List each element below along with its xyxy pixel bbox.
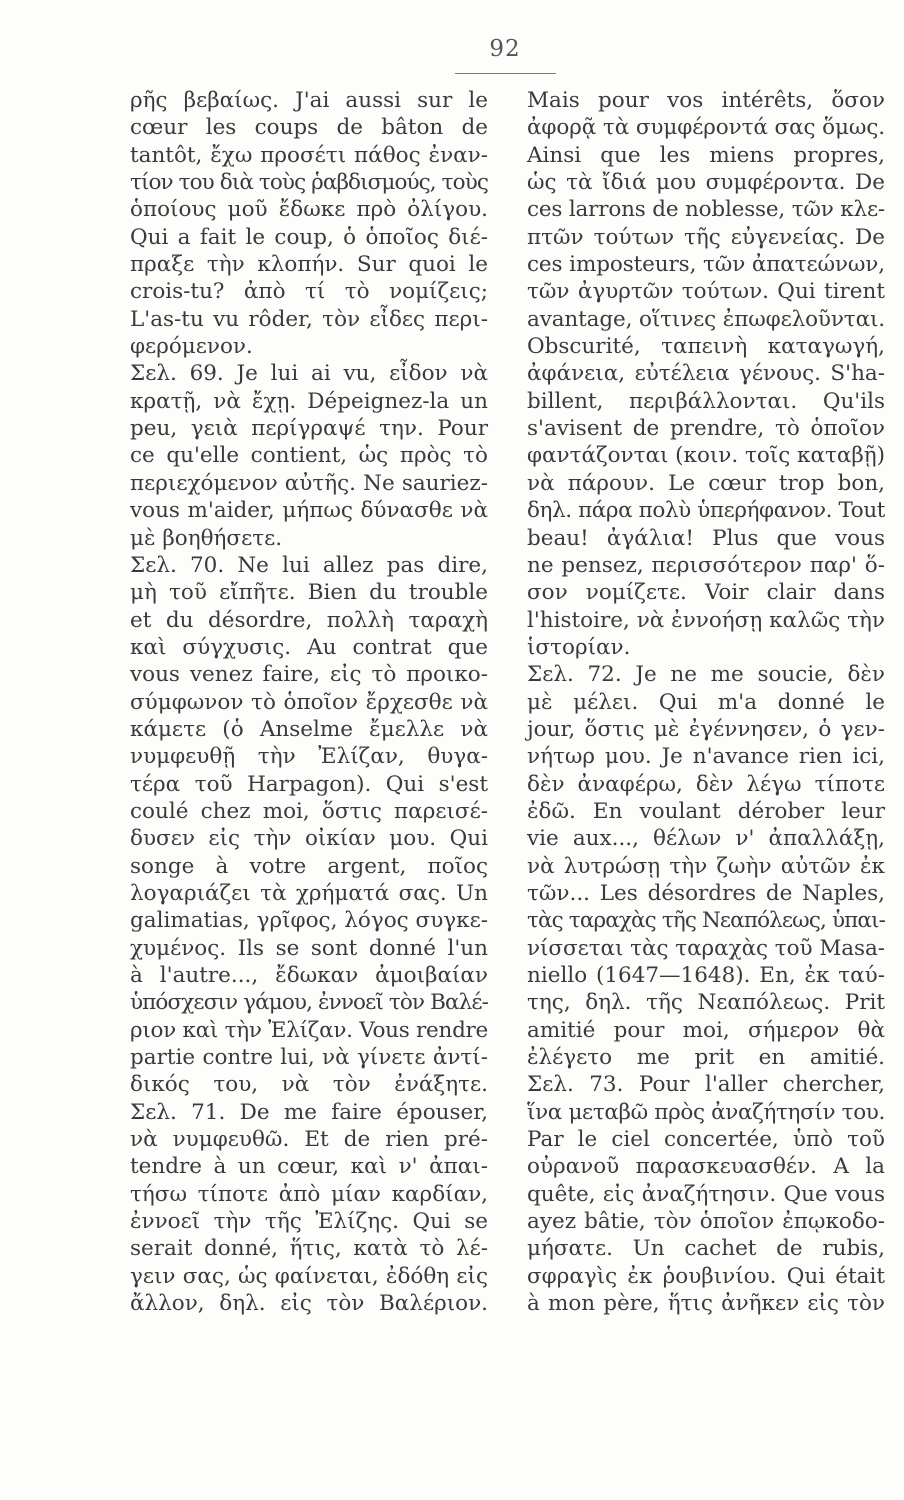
text-line: Σελ. 72. Je ne me soucie, δὲν [527,662,885,688]
text-line: ὑπόσχεσιν γάμου, ἐννοεῖ τὸν Βαλέ- [130,990,488,1016]
text-line: ἄλλον, δηλ. εἰς τὸν Βαλέριον. [130,1291,488,1317]
text-line: λογαριάζει τὰ χρήματά σας. Un [130,880,488,906]
text-line: cœur les coups de bâton de [130,115,488,141]
text-line: νὰ λυτρώσῃ τὴν ζωὴν αὐτῶν ἐκ [527,853,885,879]
text-line: Mais pour vos intérêts, ὅσον [527,88,885,113]
text-line: ἵνα μεταβῶ πρὸς ἀναζήτησίν του. [527,1099,885,1125]
text-line: μὲ βοηθήσετε. [130,525,283,551]
text-line: πραξε τὴν κλοπήν. Sur quoi le [130,252,488,278]
text-line: vous venez faire, εἰς τὸ προικο- [130,662,488,688]
text-line: σύμφωνον τὸ ὁποῖον ἔρχεσθε νὰ [130,689,488,715]
text-line: beau! ἀγάλια! Plus que vous [527,525,885,551]
page-number-rule [455,73,556,74]
text-line: l'histoire, νὰ ἐννοήσῃ καλῶς τὴν [527,607,885,633]
text-line: ἐδῶ. En voulant dérober leur [527,798,885,824]
text-line: νυμφευθῇ τὴν Ἐλίζαν, θυγα- [130,744,488,770]
text-line: serait donné, ἥτις, κατὰ τὸ λέ- [130,1236,488,1262]
text-line: γειν σας, ὡς φαίνεται, ἐδόθη εἰς [130,1263,488,1289]
text-line: σφραγὶς ἐκ ῥουβινίου. Qui était [527,1263,885,1289]
text-line: avantage, οἵτινες ἐπωφελοῦνται. [527,306,885,332]
text-line: et du désordre, πολλὴ ταραχὴ [130,607,488,633]
text-line: ἀφάνεια, εὐτέλεια γένους. S'ha- [527,361,885,387]
text-line: ὡς τὰ ἴδιά μου συμφέροντα. De [527,170,885,196]
text-line: vous m'aider, μήπως δύνασθε νὰ [130,498,488,524]
text-line: ἐλέγετο me prit en amitié. [527,1045,885,1071]
left-column [130,87,488,1317]
right-column [527,87,885,1317]
text-line: φερόμενον. [130,334,253,360]
text-line: τὰς ταραχὰς τῆς Νεαπόλεως, ὑπαι- [527,908,885,934]
text-line: Qui a fait le coup, ὁ ὁποῖος διέ- [130,224,488,250]
text-line: ἱστορίαν. [527,634,631,660]
text-line: tantôt, ἔχω προσέτι πάθος ἐναν- [130,142,488,168]
text-line: τίον του διὰ τοὺς ῥαβδισμούς, τοὺς [130,170,488,196]
text-line: billent, περιβάλλονται. Qu'ils [527,388,885,414]
text-line: Ainsi que les miens propres, [527,142,885,168]
text-line: songe à votre argent, ποῖος [130,853,488,879]
text-line: ces imposteurs, τῶν ἀπατεώνων, [527,252,885,278]
text-line: νὰ πάρουν. Le cœur trop bon, [527,470,885,496]
text-line: δικός του, νὰ τὸν ἐνάξητε. [130,1072,488,1098]
text-line: ὁποίους μοῦ ἔδωκε πρὸ ὀλίγου. [130,197,488,223]
text-line: crois-tu? ἀπὸ τί τὸ νομίζεις; [130,279,488,305]
text-line: quête, εἰς ἀναζήτησιν. Que vous [527,1181,885,1207]
text-line: πτῶν τούτων τῆς εὐγενείας. De [527,224,885,250]
text-line: tendre à un cœur, καὶ ν' ἀπαι- [130,1154,488,1180]
text-line: ne pensez, περισσότερον παρ' ὅ- [527,552,885,578]
text-line: φαντάζονται (κοιν. τοῖς καταβῇ) [527,443,885,469]
text-line: περιεχόμενον αὐτῆς. Ne sauriez- [130,470,488,496]
text-line: s'avisent de prendre, τὸ ὁποῖον [527,416,885,442]
text-line: κάμετε (ὁ Anselme ἔμελλε νὰ [130,716,488,742]
text-line: Σελ. 70. Ne lui allez pas dire, [130,552,488,578]
text-line: Par le ciel concertée, ὑπὸ τοῦ [527,1127,885,1153]
text-line: vie aux..., θέλων ν' ἀπαλλάξῃ, [527,826,885,852]
text-line: κρατῇ, νὰ ἔχῃ. Dépeignez-la un [130,388,488,414]
text-line: τῶν... Les désordres de Naples, [527,880,885,906]
text-line: Σελ. 73. Pour l'aller chercher, [527,1072,885,1098]
text-line: μὲ μέλει. Qui m'a donné le [527,689,885,715]
text-line: μὴ τοῦ εἴπῆτε. Bien du trouble [130,580,488,606]
text-line: L'as-tu vu rôder, τὸν εἶδες περι- [130,306,488,332]
text-line: οὐρανοῦ παρασκευασθέν. A la [527,1154,885,1180]
text-line: peu, γειὰ περίγραψέ την. Pour [130,416,488,442]
text-line: χυμένος. Ils se sont donné l'un [130,935,488,961]
text-line: νήτωρ μου. Je n'avance rien ici, [527,744,885,770]
text-line: Σελ. 71. De me faire épouser, [130,1099,488,1125]
text-line: δυσεν εἰς τὴν οἰκίαν μου. Qui [130,826,488,852]
text-line: νὰ νυμφευθῶ. Et de rien pré- [130,1127,488,1153]
text-line: τέρα τοῦ Harpagon). Qui s'est [130,771,488,797]
text-line: ἀφορᾷ τὰ συμφέροντά σας ὅμως. [527,115,885,141]
text-line: ρῆς βεβαίως. J'ai aussi sur le [130,88,488,113]
text-line: Σελ. 69. Je lui ai vu, εἶδον νὰ [130,361,488,387]
text-line: σον νομίζετε. Voir clair dans [527,580,885,606]
text-line: νίσσεται τὰς ταραχὰς τοῦ Masa- [527,935,885,961]
text-line: καὶ σύγχυσις. Au contrat que [130,634,488,660]
text-line: jour, ὅστις μὲ ἐγέννησεν, ὁ γεν- [527,716,885,742]
text-line: à l'autre..., ἔδωκαν ἀμοιβαίαν [130,963,488,988]
text-line: ce qu'elle contient, ὡς πρὸς τὸ [130,443,488,469]
text-line: της, δηλ. τῆς Νεαπόλεως. Prit [527,990,885,1016]
text-line: ces larrons de noblesse, τῶν κλε- [527,197,885,223]
text-line: δηλ. πάρα πολὺ ὑπερήφανον. Tout [527,498,885,524]
text-line: ριον καὶ τὴν Ἐλίζαν. Vous rendre [130,1017,488,1043]
text-line: Obscurité, ταπεινὴ καταγωγή, [527,334,885,360]
page-number: 92 [489,36,521,62]
text-line: ayez bâtie, τὸν ὁποῖον ἐπῳκοδο- [527,1209,885,1235]
text-line: galimatias, γρῖφος, λόγος συγκε- [130,908,488,934]
text-line: à mon père, ἥτις ἀνῆκεν εἰς τὸν [527,1291,885,1317]
text-line: μήσατε. Un cachet de rubis, [527,1236,885,1262]
text-line: partie contre lui, νὰ γίνετε ἀντί- [130,1045,488,1071]
text-line: coulé chez moi, ὅστις παρεισέ- [130,798,488,824]
text-line: τῶν ἀγυρτῶν τούτων. Qui tirent [527,279,885,305]
text-line: niello (1647—1648). En, ἐκ ταύ- [527,963,885,988]
text-line: δὲν ἀναφέρω, δὲν λέγω τίποτε [527,771,885,797]
text-line: τήσω τίποτε ἀπὸ μίαν καρδίαν, [130,1181,488,1207]
text-line: amitié pour moi, σήμερον θὰ [527,1017,885,1043]
text-line: ἐννοεῖ τὴν τῆς Ἐλίζης. Qui se [130,1209,488,1235]
